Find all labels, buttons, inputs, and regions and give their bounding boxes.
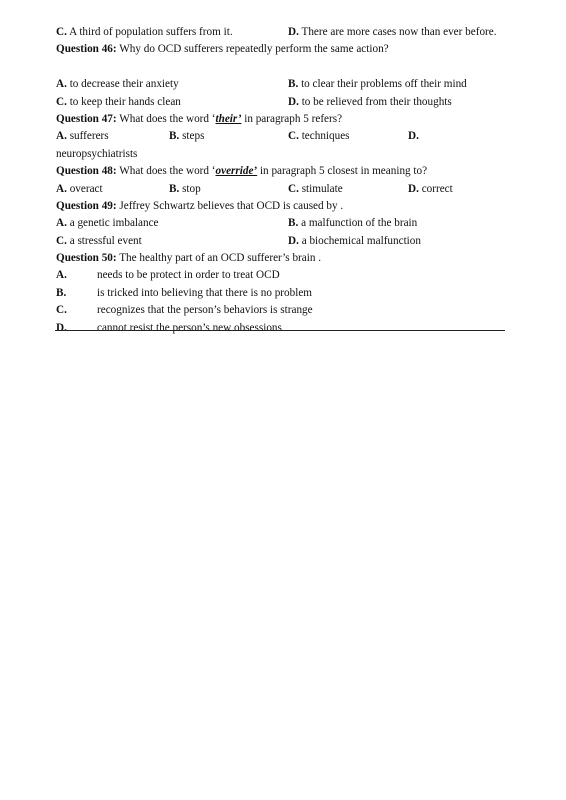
question-text-after: in paragraph 5 closest in meaning to? [257, 165, 428, 178]
question-label: Question 48: [56, 165, 117, 178]
q49-option-a [56, 215, 159, 232]
option-letter: D. [288, 26, 299, 38]
option-letter: D. [56, 321, 67, 334]
question-text-before: What does the word ‘ [116, 112, 216, 125]
spacer [56, 59, 506, 76]
option-text: steps [179, 130, 205, 143]
question-label: Question 46: [56, 43, 117, 56]
q45-options-row [56, 24, 506, 41]
q46-option-b [288, 76, 467, 93]
q45-option-d [288, 24, 497, 41]
option-text: to be relieved from their thoughts [298, 95, 452, 108]
option-letter: A. [56, 217, 67, 230]
referenced-word: their’ [215, 112, 242, 125]
q50-option-d [56, 320, 506, 337]
q46-question [56, 41, 506, 58]
question-label: Question 50: [56, 252, 117, 265]
option-text: There are more cases now than ever before. [298, 26, 497, 38]
option-letter: C. [56, 26, 67, 38]
option-letter: B. [56, 286, 67, 299]
q48-option-a [56, 181, 103, 198]
option-text: is tricked into believing that there is no problem [97, 286, 312, 299]
question-text: Why do OCD sufferers repeatedly perform the same action? [116, 43, 389, 56]
option-text: to decrease their anxiety [66, 78, 179, 91]
question-label: Question 47: [56, 112, 117, 125]
option-letter: C. [56, 304, 67, 317]
option-text: overact [66, 182, 103, 195]
question-text-after: in paragraph 5 refers? [241, 112, 343, 125]
option-text: sufferers [66, 130, 109, 143]
q48-options-row [56, 181, 506, 198]
option-letter: C. [288, 130, 299, 143]
option-letter: B. [288, 78, 299, 91]
option-text: a genetic imbalance [66, 217, 159, 230]
option-letter: C. [56, 234, 67, 247]
q48-option-c [288, 181, 343, 198]
option-text: a stressful event [66, 234, 142, 247]
option-letter: B. [288, 217, 299, 230]
q50-option-a [56, 267, 506, 284]
q47-option-b [169, 128, 204, 145]
option-text: correct [418, 182, 453, 195]
q47-options-row [56, 128, 506, 145]
question-text-before: What does the word ‘ [116, 165, 216, 178]
option-text: stop [179, 182, 201, 195]
option-letter: A. [56, 269, 67, 282]
option-text: neuropsychiatrists [56, 147, 138, 160]
option-letter: C. [288, 182, 299, 195]
option-text: stimulate [298, 182, 343, 195]
q48-question [56, 163, 506, 180]
option-text: techniques [298, 130, 350, 143]
option-letter: A. [56, 78, 67, 91]
q49-option-b [288, 215, 417, 232]
option-letter: D. [288, 234, 299, 247]
q49-option-c [56, 233, 142, 250]
option-text: a malfunction of the brain [298, 217, 418, 230]
option-letter: B. [169, 130, 180, 143]
q49-question [56, 198, 506, 215]
option-text: to clear their problems off their mind [298, 78, 467, 91]
q48-option-b [169, 181, 201, 198]
q47-option-c [288, 128, 350, 145]
option-letter: D. [408, 130, 419, 143]
option-text: to keep their hands clean [66, 95, 181, 108]
q46-option-d [288, 94, 452, 111]
q46-option-c [56, 94, 181, 111]
referenced-word: override’ [215, 165, 258, 178]
q50-question [56, 250, 506, 267]
q48-option-d [408, 181, 453, 198]
question-text: Jeffrey Schwartz believes that OCD is caused by . [116, 199, 344, 212]
quiz-content [56, 24, 506, 337]
q50-option-b [56, 285, 506, 302]
option-letter: C. [56, 95, 67, 108]
q47-question [56, 111, 506, 128]
end-divider [55, 330, 505, 331]
option-letter: A. [56, 130, 67, 143]
q50-option-c [56, 302, 506, 319]
q45-option-c [56, 24, 233, 41]
q49-options-row-2 [56, 233, 506, 250]
option-letter: D. [408, 182, 419, 195]
q49-option-d [288, 233, 421, 250]
option-letter: A. [56, 182, 67, 195]
option-text: cannot resist the person’s new obsessions [97, 321, 282, 334]
q49-options-row-1 [56, 215, 506, 232]
option-text: recognizes that the person’s behaviors is strange [97, 304, 313, 317]
q47-option-d [408, 128, 419, 145]
q47-option-d-wrap [56, 146, 506, 163]
option-text: A third of population suffers from it. [66, 26, 233, 38]
option-text: a biochemical malfunction [298, 234, 421, 247]
question-text: The healthy part of an OCD sufferer’s brain . [116, 252, 322, 265]
q47-option-a [56, 128, 109, 145]
q46-options-row-1 [56, 76, 506, 93]
option-letter: D. [288, 95, 299, 108]
question-label: Question 49: [56, 199, 117, 212]
option-letter: B. [169, 182, 180, 195]
q46-options-row-2 [56, 94, 506, 111]
q46-option-a [56, 76, 179, 93]
option-text: needs to be protect in order to treat OCD [97, 269, 280, 282]
